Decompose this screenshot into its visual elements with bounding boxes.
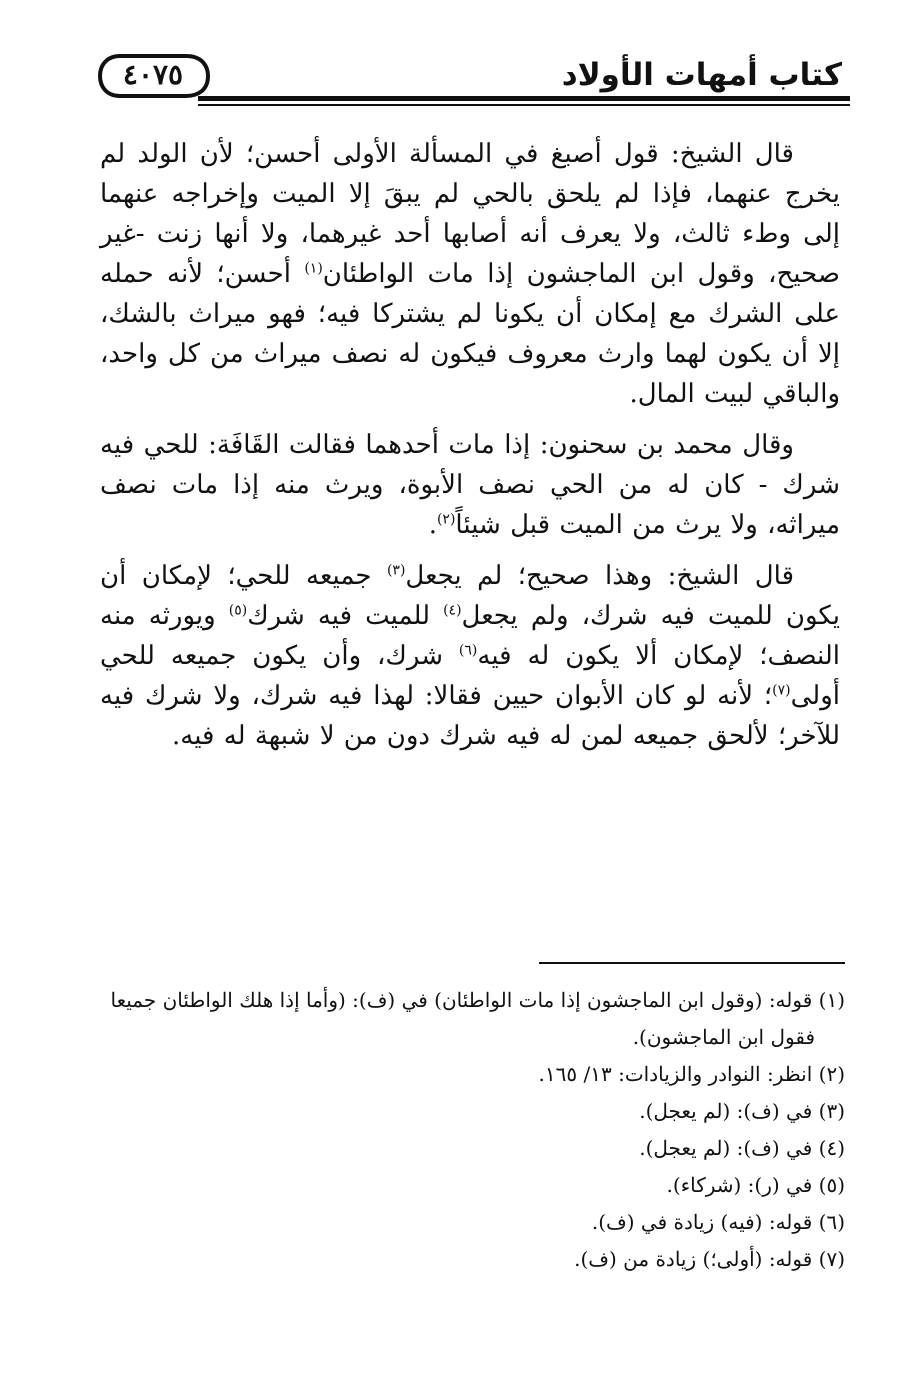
footnote-separator <box>539 962 845 964</box>
footnote-6: (٦) قوله: (فيه) زيادة في (ف). <box>591 1210 845 1234</box>
page-number: ٤٠٧٥ <box>122 58 184 91</box>
footnote-3: (٣) في (ف): (لم يعجل). <box>639 1099 845 1123</box>
footnote-ref-5: (٥) <box>228 602 248 619</box>
footnote-ref-3: (٣) <box>386 562 406 579</box>
footnotes <box>100 982 845 1278</box>
paragraph-2-text-a: وقال محمد بن سحنون: إذا مات أحدهما فقالت القَافَة: للحي فيه شرك - كان له من الحي نصف الأبوة، ويرث منه إذا مات نصف ميراثه، ولا يرث من الميت قبل شيئاً <box>100 430 840 540</box>
paragraph-2 <box>100 425 840 545</box>
page-number-badge <box>98 52 208 96</box>
footnote-1: (١) قوله: (وقول ابن الماجشون إذا مات الواطئان) في (ف): (وأما إذا هلك الواطئان جميعا <box>110 988 845 1012</box>
paragraph-3-text-3: للميت فيه شرك <box>247 601 444 631</box>
main-text <box>100 134 840 756</box>
page-header <box>98 46 850 110</box>
footnote-ref-1: (١) <box>304 260 323 277</box>
paragraph-3-text-1: قال الشيخ: وهذا صحيح؛ لم يجعل <box>405 561 794 591</box>
footnote-ref-6: (٦) <box>458 642 478 659</box>
paragraph-3-text-2: جميعه للحي؛ لإمكان أن يكون للميت فيه شرك، ولم يجعل <box>100 561 840 631</box>
footnote-4: (٤) في (ف): (لم يعجل). <box>639 1136 845 1160</box>
header-rule <box>198 96 850 101</box>
footnote-ref-7: (٧) <box>772 682 791 699</box>
paragraph-3 <box>100 556 840 756</box>
paragraph-2-text-b: . <box>428 510 437 540</box>
paragraph-1 <box>100 134 840 414</box>
footnote-ref-2: (٢) <box>436 511 456 528</box>
footnote-5: (٥) في (ر): (شركاء). <box>666 1173 845 1197</box>
book-title: كتاب أمهات الأولاد <box>561 57 842 93</box>
paragraph-3-text-6: ؛ لأنه لو كان الأبوان حيين فقالا: لهذا فيه شرك، ولا شرك فيه للآخر؛ لألحق جميعه لمن له فيه شرك دون من لا شبهة له فيه. <box>100 681 840 751</box>
paragraph-3-text-5: شرك، وأن يكون جميعه للحي أولى <box>100 641 840 711</box>
header-rule-thin <box>198 104 850 106</box>
paragraph-1-text-b: أحسن؛ لأنه حمله على الشرك مع إمكان أن يكونا لم يشتركا فيه؛ فهو ميراث بالشك، إلا أن يكون لهما وارث معروف فيكون له نصف ميراث من كل واحد، والباقي لبيت المال. <box>100 259 840 409</box>
footnote-2: (٢) انظر: النوادر والزيادات: ١٣/ ١٦٥. <box>538 1062 845 1086</box>
footnote-7: (٧) قوله: (أولى؛) زيادة من (ف). <box>574 1247 845 1271</box>
paragraph-1-text-a: قال الشيخ: قول أصبغ في المسألة الأولى أحسن؛ لأن الولد لم يخرج عنهما، فإذا لم يلحق بالحي لم يبقَ إلا الميت وإخراجه عنهما إلى وطء ثالث، ولا يعرف أنه أصابها أحد غيرهما، ولا أنها زنت -غير صحيح، وقول ابن الماجشون إذا مات الواطئان <box>100 139 841 289</box>
footnote-1-continuation: فقول ابن الماجشون). <box>632 1025 815 1049</box>
footnote-ref-4: (٤) <box>443 602 462 619</box>
paragraph-3-text-4: ويورثه منه النصف؛ لإمكان ألا يكون له فيه <box>100 601 841 671</box>
